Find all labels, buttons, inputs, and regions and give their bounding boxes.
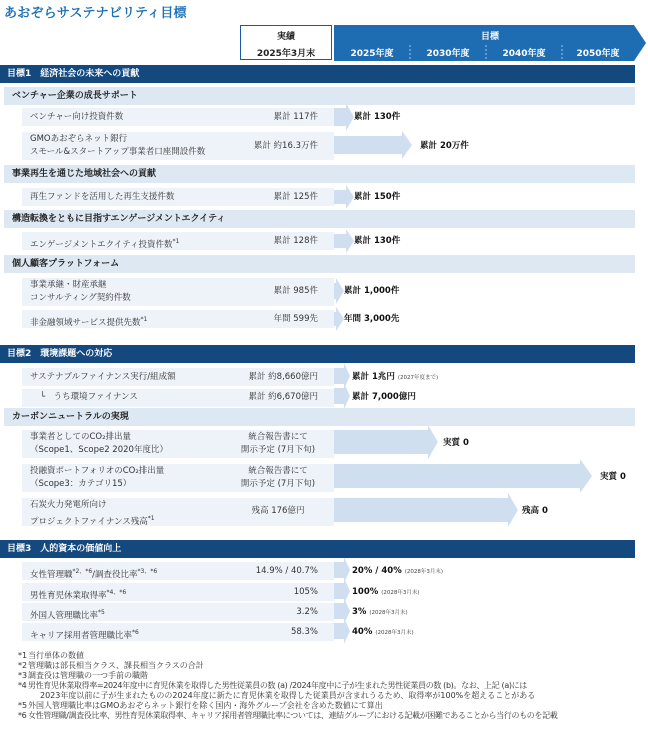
- goal2-header: 目標2 環境課題への対応: [0, 345, 635, 363]
- page-title: あおぞらサステナビリティ目標: [4, 6, 187, 21]
- footnote: *2 管理職は部長相当クラス、課長相当クラスの合計: [18, 661, 204, 670]
- row-label: 非金融領域サービス提供先数$^{*1}$: [30, 316, 148, 328]
- target-label: 目標: [480, 32, 499, 42]
- year-2040: 2040年度: [502, 49, 546, 59]
- row-actual: 累計 約16.3万件: [253, 141, 318, 151]
- actual-label: 実績: [276, 32, 295, 42]
- row-actual: 105%: [293, 587, 318, 597]
- goal1-header: 目標1 経済社会の未来への貢献: [0, 65, 635, 83]
- goal2-category-carbon: カーボンニュートラルの実現: [4, 408, 635, 426]
- row-target: 累計 130件: [354, 236, 401, 246]
- row-target: 100% (2028年3月末): [352, 587, 420, 597]
- row-target: 累計 7,000億円: [352, 392, 416, 402]
- row-label: 男性育児休業取得率$^{*4、*6}$: [30, 589, 127, 601]
- row-actual-line1: 統合報告書にて: [248, 466, 308, 476]
- row-label: サステナブルファイナンス実行/組成額: [30, 372, 176, 382]
- row-label: └ うち環境ファイナンス: [40, 392, 138, 402]
- row-actual: 累計 約6,670億円: [248, 392, 318, 402]
- footnote: *5 外国人管理職比率はGMOあおぞらネット銀行を除く国内・海外グループ会社を含めた数値にて算出: [18, 701, 383, 710]
- row-actual-line1: 統合報告書にて: [248, 432, 308, 442]
- row-target: 実質 0: [600, 472, 626, 482]
- year-2025: 2025年度: [350, 49, 394, 59]
- goal1-category-revitalization: 事業再生を通じた地域社会への貢献: [4, 165, 635, 183]
- row-actual: 累計 985件: [273, 286, 318, 296]
- row-target: 累計 130件: [354, 112, 401, 122]
- goal3-header: 目標3 人的資本の価値向上: [0, 540, 635, 558]
- row-target: 累計 1,000件: [344, 286, 400, 296]
- row-actual: 累計 125件: [273, 192, 318, 202]
- row-label-line1: GMOあおぞらネット銀行: [30, 134, 128, 144]
- row-actual: 58.3%: [290, 627, 318, 637]
- row-label: 再生ファンドを活用した再生支援件数: [30, 192, 175, 202]
- row-label-line1: 投融資ポートフォリオのCO₂排出量: [30, 466, 165, 476]
- row-actual-line2: 開示予定 (7月下旬): [240, 445, 316, 455]
- row-label-line2: スモール&スタートアップ事業者口座開設件数: [30, 147, 206, 157]
- actual-date: 2025年3月末: [256, 49, 316, 59]
- row-target: 3% (2028年3月末): [352, 607, 408, 617]
- row-actual-line2: 開示予定 (7月下旬): [240, 479, 316, 489]
- footnote: *4 男性育児休業取得率=2024年度中に育児休業を取得した男性従業員の数 (a) /2024年度中に子が生まれた男性従業員の数 (b)。なお、上記 (a)には: [18, 681, 527, 690]
- goal1-category-individual: 個人顧客プラットフォーム: [4, 255, 635, 273]
- footnote: *1 当行単体の数値: [18, 651, 84, 660]
- row-actual: 残高 176億円: [251, 506, 305, 516]
- row-target: 40% (2028年3月末): [352, 627, 414, 637]
- goal1-category-engagement: 構造転換をともに目指すエンゲージメントエクイティ: [4, 210, 635, 228]
- row-actual: 累計 約8,660億円: [248, 372, 318, 382]
- row-label: 外国人管理職比率$^{*5}$: [30, 609, 105, 621]
- row-label-line1: 事業承継・財産承継: [30, 280, 107, 290]
- row-target: 実質 0: [443, 438, 469, 448]
- row-target: 累計 20万件: [420, 141, 469, 151]
- footnote-continuation: 2023年度以前に子が生まれたものの2024年度に新たに育児休業を取得した従業員が含まれうるため、取得率が100%を超えることがある: [40, 691, 536, 700]
- row-label-line2: （Scope1、Scope2 2020年度比）: [30, 445, 168, 455]
- row-actual: 14.9% / 40.7%: [255, 566, 318, 576]
- footnote: *3 調査役は管理職の一つ手前の職階: [18, 671, 148, 680]
- year-2030: 2030年度: [426, 49, 470, 59]
- row-actual: 年間 599先: [273, 314, 318, 324]
- row-label: ベンチャー向け投資件数: [30, 112, 124, 122]
- row-label-line1: 石炭火力発電所向け: [30, 500, 107, 510]
- row-label-line2: コンサルティング契約件数: [30, 293, 131, 303]
- row-actual: 累計 117件: [273, 112, 318, 122]
- row-label: エンゲージメントエクイティ投資件数$^{*1}$: [30, 238, 180, 250]
- row-target: 残高 0: [522, 506, 548, 516]
- row-label: 女性管理職$^{*2、*6}$/調査役比率$^{*3、*6}$: [30, 568, 158, 580]
- row-label-line2: プロジェクトファイナンス残高$^{*1}$: [30, 515, 155, 527]
- row-label-line1: 事業者としてのCO₂排出量: [30, 432, 132, 442]
- row-target: 累計 1兆円 (2027年度まで): [352, 372, 439, 382]
- goal1-category-venture: ベンチャー企業の成長サポート: [4, 87, 635, 105]
- row-label: キャリア採用者管理職比率$^{*6}$: [30, 629, 139, 641]
- footnote: *6 女性管理職/調査役比率、男性育児休業取得率、キャリア採用者管理職比率については、連結グループにおける記載が困難であることから当行のものを記載: [18, 711, 558, 720]
- row-actual: 累計 128件: [273, 236, 318, 246]
- row-actual: 3.2%: [296, 607, 318, 617]
- year-2050: 2050年度: [576, 49, 620, 59]
- row-target: 年間 3,000先: [344, 314, 400, 324]
- row-label-line2: （Scope3：カテゴリ15）: [30, 479, 132, 489]
- row-target: 20% / 40% (2028年3月末): [352, 566, 443, 576]
- row-target: 累計 150件: [354, 192, 401, 202]
